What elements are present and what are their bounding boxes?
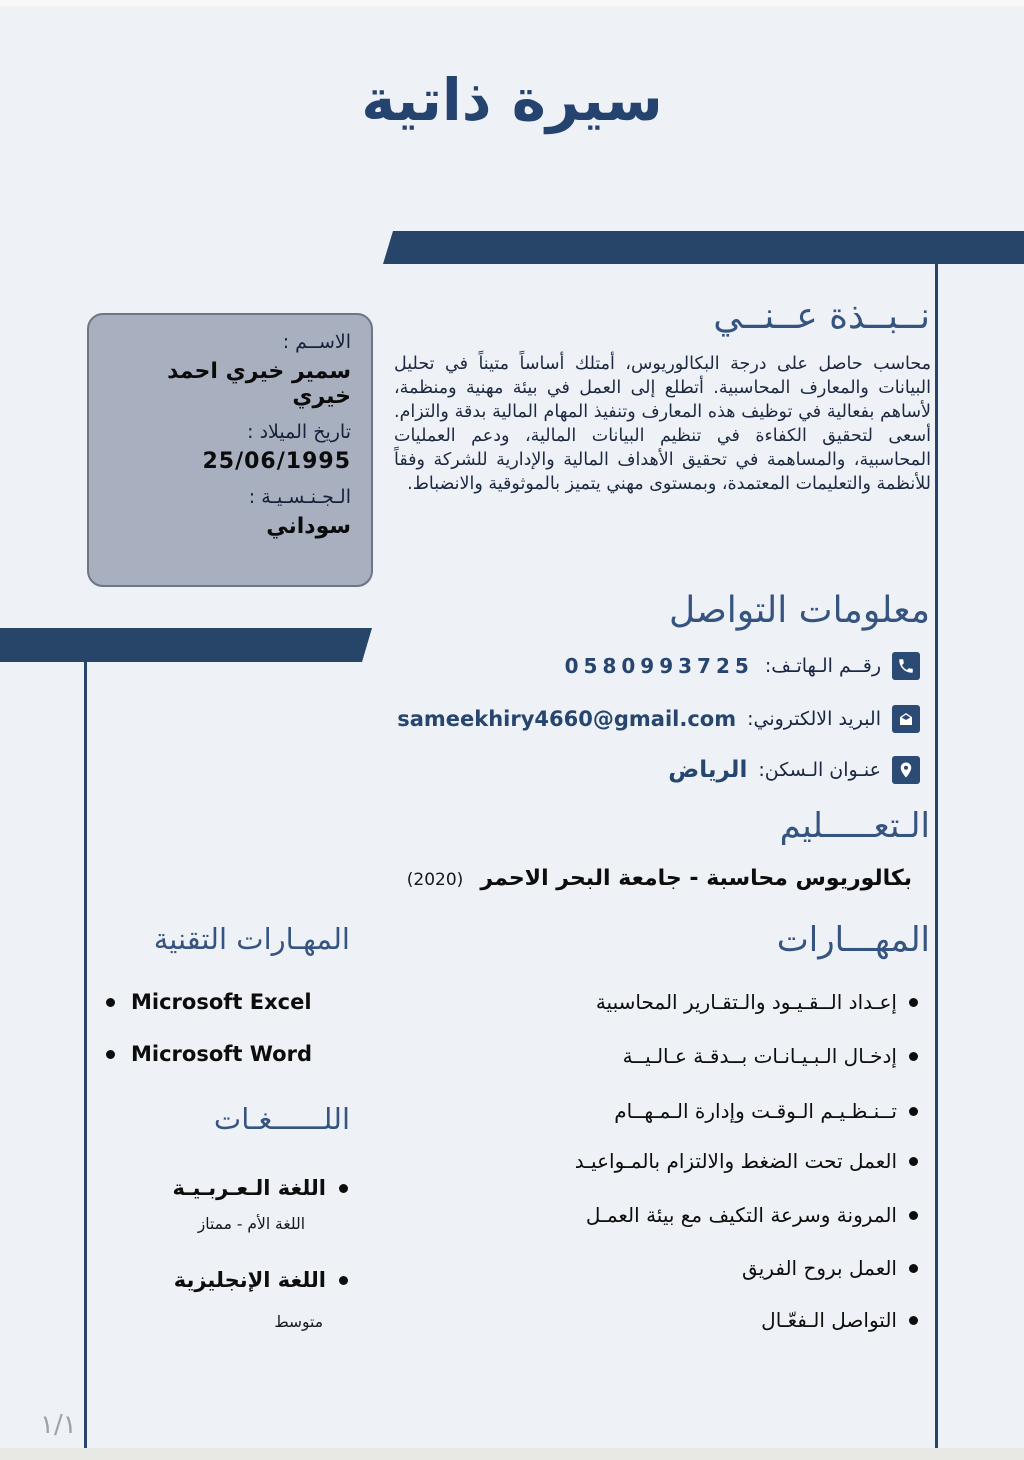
phone-label: رقــم الـهاتـف:	[764, 655, 881, 677]
technical-skill-text: Microsoft Word	[131, 1042, 312, 1066]
address-label: عنـوان الـسكن:	[758, 759, 881, 781]
technical-skill-item	[106, 990, 312, 1014]
left-divider-line	[84, 662, 87, 1448]
bullet-icon	[909, 1052, 918, 1061]
bullet-icon	[909, 1264, 918, 1273]
technical-skill-item	[106, 1042, 312, 1066]
header-accent-bar	[383, 231, 1024, 264]
education-year: (2020)	[406, 870, 464, 890]
dob-value: 25/06/1995	[202, 449, 351, 474]
skill-text: العمل تحت الضغط والالتزام بالمـواعيـد	[574, 1149, 897, 1173]
email-label: البريد الالكتروني:	[747, 708, 881, 730]
name-value: سمير خيري احمد خيري	[167, 359, 351, 409]
bottom-edge-strip	[0, 1448, 1024, 1460]
name-label: الاســم :	[282, 331, 351, 353]
address-row	[668, 756, 920, 784]
language-name: اللغة الإنجليزية	[173, 1268, 326, 1292]
left-accent-bar	[0, 628, 372, 662]
email-value: sameekhiry4660@gmail.com	[397, 707, 737, 731]
language-level: اللغة الأم - ممتاز	[197, 1215, 305, 1233]
bullet-icon	[909, 1107, 918, 1116]
bullet-icon	[909, 998, 918, 1007]
language-item	[174, 1268, 348, 1292]
education-degree: بكالوريوس محاسبة - جامعة البحر الاحمر	[480, 866, 912, 891]
email-row	[397, 705, 920, 733]
skill-text: إعـداد الــقـيـود والـتقـارير المحاسبية	[595, 990, 897, 1014]
skill-text: إدخـال الـبـيـانـات بــدقـة عـالـيــة	[622, 1044, 897, 1068]
phone-icon	[892, 652, 920, 680]
language-level: متوسط	[274, 1313, 323, 1331]
bullet-icon	[339, 1184, 348, 1193]
location-pin-icon	[892, 756, 920, 784]
nationality-value: سوداني	[266, 514, 351, 539]
contact-section-heading: معلومات التواصل	[668, 590, 930, 631]
address-value: الرياض	[668, 757, 748, 783]
language-name: اللغة الـعـربـيـة	[172, 1176, 326, 1200]
skills-section-heading: المهـــارات	[776, 920, 930, 960]
bullet-icon	[909, 1211, 918, 1220]
technical-skill-text: Microsoft Excel	[131, 990, 312, 1014]
page-number: ١/١	[40, 1410, 77, 1440]
education-section-heading: الـتعـــــليم	[779, 806, 930, 846]
right-divider-line	[935, 264, 938, 1448]
personal-info-box	[87, 313, 373, 587]
dob-label: تاريخ الميلاد :	[247, 421, 351, 443]
skill-item	[575, 1149, 918, 1173]
skill-item	[742, 1256, 918, 1280]
skill-item	[761, 1308, 918, 1332]
page-title: سيرة ذاتية	[361, 66, 663, 134]
bullet-icon	[909, 1157, 918, 1166]
nationality-label: الـجـنـسـيـة :	[248, 486, 351, 508]
language-item	[173, 1176, 348, 1200]
skill-item	[614, 1099, 918, 1123]
phone-row	[565, 652, 920, 680]
about-section-heading: نــبــذة عــنــي	[713, 296, 930, 337]
email-icon	[892, 705, 920, 733]
bullet-icon	[106, 1050, 115, 1059]
education-entry	[407, 866, 912, 891]
languages-section-heading: اللــــــغـات	[213, 1102, 350, 1136]
bullet-icon	[339, 1276, 348, 1285]
skill-item	[586, 1203, 918, 1227]
skill-item	[596, 990, 918, 1014]
skill-text: تــنـظـيـم الـوقـت وإدارة الـمـهــام	[614, 1099, 897, 1123]
skill-text: التواصل الـفعّـال	[761, 1308, 897, 1332]
about-paragraph: محاسب حاصل على درجة البكالوريوس، أمتلك أساساً متيناً في تحليل البيانات والمعارف المحاسبية. أتطلع إلى العمل في بيئة مهنية ومنظمة، لأساهم بفعالية في توظيف هذه المعارف وتنفيذ المهام المالية بدقة والتزام. أسعى لتحقيق الكفاءة في تنظيم البيانات المالية، ودعم العمليات المحاسبية، والمساهمة في تحقيق الأهداف المالية والإدارية للشركة وفقاً للأنظمة والتعليمات المعتمدة، وبمستوى مهني يتميز بالموثوقية والانضباط.	[394, 354, 931, 494]
bullet-icon	[909, 1316, 918, 1325]
skill-item	[623, 1044, 918, 1068]
phone-value: 0580993725	[564, 654, 754, 678]
technical-skills-heading: المهـارات التقنية	[153, 922, 350, 956]
top-edge-strip	[0, 0, 1024, 6]
skill-text: المرونة وسرعة التكيف مع بيئة العمـل	[585, 1203, 897, 1227]
bullet-icon	[106, 998, 115, 1007]
skill-text: العمل بروح الفريق	[742, 1256, 897, 1280]
